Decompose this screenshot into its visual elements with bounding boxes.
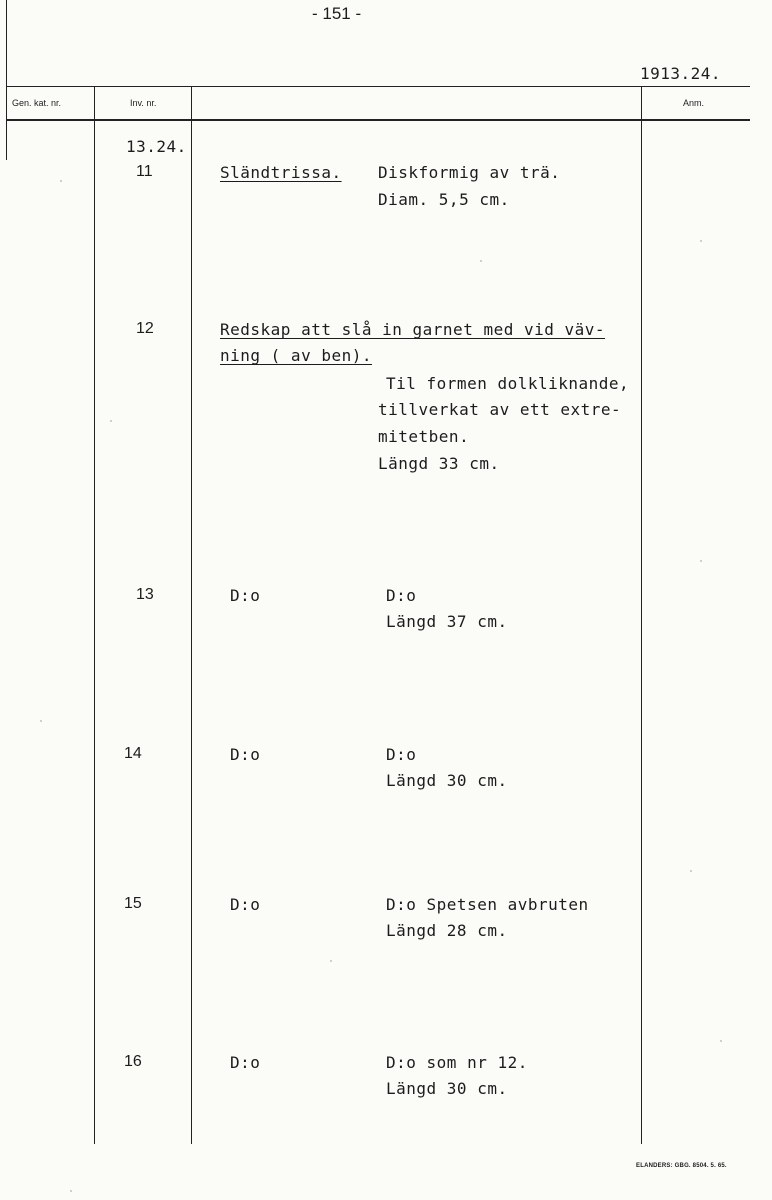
- item-name-16: D:o: [230, 1053, 261, 1072]
- item-desc-16-line1: D:o som nr 12.: [386, 1053, 528, 1072]
- column-header-inv: Inv. nr.: [130, 98, 157, 108]
- inv-number-15: 15: [124, 895, 142, 912]
- scan-speck: [720, 1040, 722, 1042]
- item-name-13: D:o: [230, 586, 261, 605]
- scan-speck: [700, 240, 702, 242]
- inv-number-11: 11: [136, 163, 153, 180]
- column-divider-desc-anm: [641, 86, 642, 1144]
- item-desc-12-line4: Längd 33 cm.: [378, 454, 500, 473]
- item-desc-14-line1: D:o: [386, 745, 417, 764]
- scan-speck: [60, 180, 62, 182]
- column-divider-inv-desc: [191, 86, 192, 1144]
- page-number: - 151 -: [312, 4, 362, 23]
- item-desc-12-line2: tillverkat av ett extre-: [378, 400, 622, 419]
- item-name-11: Sländtrissa.: [220, 163, 342, 182]
- item-desc-13-line1: D:o: [386, 586, 417, 605]
- inv-number-14: 14: [124, 745, 142, 762]
- item-desc-12-line3: mitetben.: [378, 427, 470, 446]
- header-bottom-rule: [6, 119, 750, 121]
- item-name-15: D:o: [230, 895, 261, 914]
- item-desc-11-line2: Diam. 5,5 cm.: [378, 190, 510, 209]
- item-desc-11-line1: Diskformig av trä.: [378, 163, 561, 182]
- left-margin-line: [6, 0, 7, 160]
- year-code: 1913.24.: [640, 64, 722, 83]
- inv-number-12: 12: [136, 320, 154, 337]
- printer-mark: ELANDERS: GBG. 8504. 5. 65.: [636, 1163, 727, 1169]
- column-header-gen-kat: Gen. kat. nr.: [12, 98, 62, 108]
- item-name-14: D:o: [230, 745, 261, 764]
- item-desc-15-line2: Längd 28 cm.: [386, 921, 508, 940]
- scan-speck: [70, 1190, 72, 1192]
- item-desc-13-line2: Längd 37 cm.: [386, 612, 508, 631]
- column-header-anm: Anm.: [683, 98, 705, 108]
- scan-speck: [110, 420, 112, 422]
- inv-number-16: 16: [124, 1053, 142, 1070]
- item-desc-15-line1: D:o Spetsen avbruten: [386, 895, 589, 914]
- column-divider-gen-inv: [94, 86, 95, 1144]
- scan-speck: [480, 260, 482, 262]
- inv-number-13: 13: [136, 586, 154, 603]
- header-top-rule: [6, 86, 750, 87]
- scan-speck: [700, 560, 702, 562]
- scan-speck: [40, 720, 42, 722]
- series-number: 13.24.: [126, 137, 187, 156]
- item-desc-14-line2: Längd 30 cm.: [386, 771, 508, 790]
- item-desc-16-line2: Längd 30 cm.: [386, 1079, 508, 1098]
- item-name-12-line2: ning ( av ben).: [220, 346, 372, 365]
- item-desc-12-line1: Til formen dolkliknande,: [386, 374, 630, 393]
- item-name-12-line1: Redskap att slå in garnet med vid väv-: [220, 320, 606, 339]
- scan-speck: [690, 870, 692, 872]
- scan-speck: [330, 960, 332, 962]
